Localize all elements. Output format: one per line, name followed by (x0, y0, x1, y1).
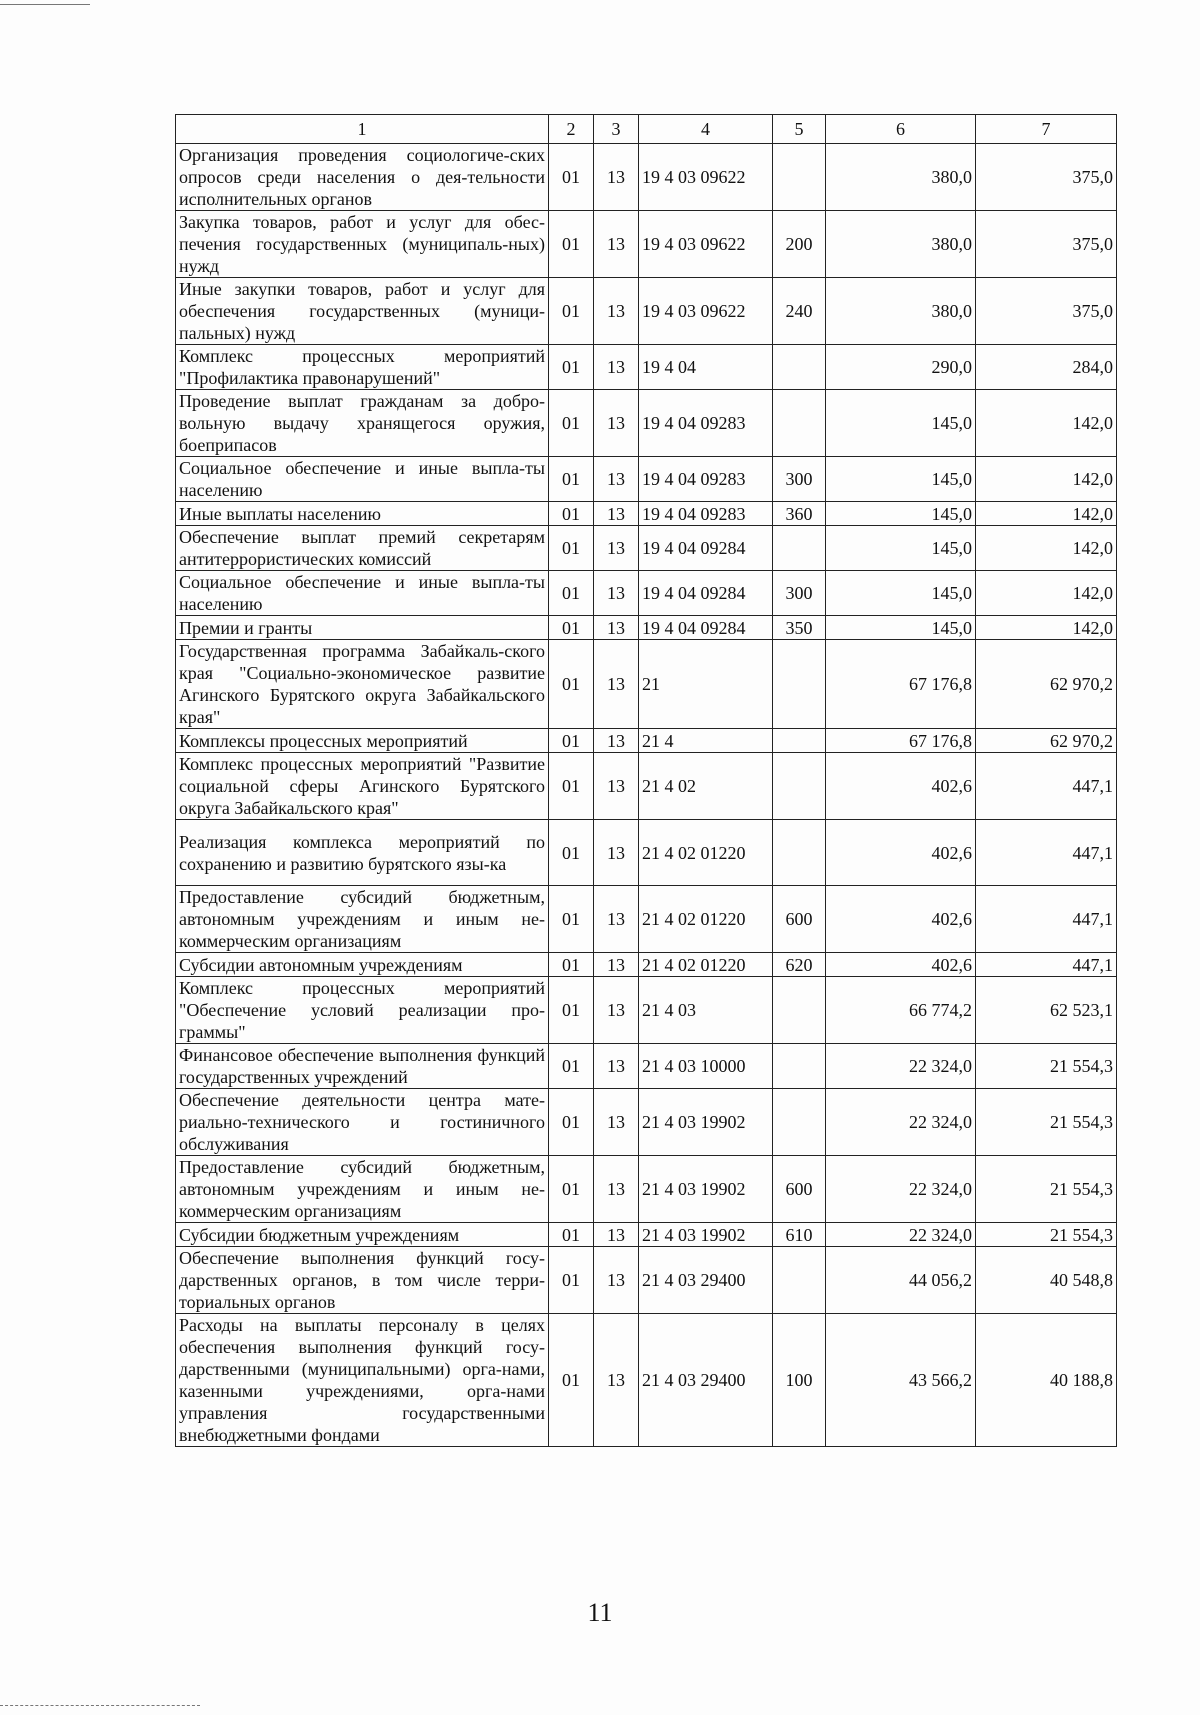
cell-target-code: 21 4 02 01220 (639, 886, 773, 953)
column-header: 2 (549, 115, 594, 144)
cell-amount-2: 21 554,3 (976, 1089, 1117, 1156)
cell-target-code: 19 4 04 (639, 345, 773, 390)
cell-target-code: 21 4 03 19902 (639, 1223, 773, 1247)
cell-target-code: 21 4 03 10000 (639, 1044, 773, 1089)
cell-subsection: 13 (594, 502, 639, 526)
cell-amount-1: 66 774,2 (826, 977, 976, 1044)
table-row (176, 977, 1117, 1044)
column-header: 7 (976, 115, 1117, 144)
cell-name: Государственная программа Забайкаль-ского края "Социально-экономическое развитие Агинского Бурятского округа Забайкальского края" (176, 640, 549, 729)
cell-amount-2: 142,0 (976, 571, 1117, 616)
cell-target-code: 21 4 02 (639, 753, 773, 820)
cell-target-code: 21 4 03 (639, 977, 773, 1044)
cell-expense-type (773, 977, 826, 1044)
table-row (176, 616, 1117, 640)
cell-section: 01 (549, 278, 594, 345)
cell-expense-type (773, 390, 826, 457)
table-row (176, 886, 1117, 953)
cell-subsection: 13 (594, 729, 639, 753)
cell-name: Предоставление субсидий бюджетным, автономным учреждениям и иным не-коммерческим организациям (176, 1156, 549, 1223)
cell-subsection: 13 (594, 278, 639, 345)
cell-section: 01 (549, 1156, 594, 1223)
cell-name: Социальное обеспечение и иные выпла-ты населению (176, 571, 549, 616)
cell-section: 01 (549, 886, 594, 953)
cell-amount-1: 145,0 (826, 457, 976, 502)
cell-section: 01 (549, 640, 594, 729)
cell-amount-1: 145,0 (826, 616, 976, 640)
cell-section: 01 (549, 1247, 594, 1314)
column-header: 3 (594, 115, 639, 144)
table-row (176, 526, 1117, 571)
cell-target-code: 19 4 04 09283 (639, 502, 773, 526)
cell-subsection: 13 (594, 640, 639, 729)
cell-expense-type: 610 (773, 1223, 826, 1247)
cell-subsection: 13 (594, 953, 639, 977)
cell-section: 01 (549, 1089, 594, 1156)
table-header-row (176, 115, 1117, 144)
table-row (176, 753, 1117, 820)
cell-subsection: 13 (594, 144, 639, 211)
cell-amount-2: 21 554,3 (976, 1156, 1117, 1223)
table-row (176, 640, 1117, 729)
cell-amount-2: 142,0 (976, 390, 1117, 457)
table-row (176, 278, 1117, 345)
table-row (176, 457, 1117, 502)
cell-amount-2: 375,0 (976, 211, 1117, 278)
cell-section: 01 (549, 1314, 594, 1447)
cell-amount-1: 22 324,0 (826, 1044, 976, 1089)
table-row (176, 953, 1117, 977)
cell-section: 01 (549, 526, 594, 571)
cell-target-code: 21 4 02 01220 (639, 820, 773, 886)
cell-name: Комплекс процессных мероприятий "Обеспечение условий реализации про-граммы" (176, 977, 549, 1044)
cell-amount-2: 21 554,3 (976, 1223, 1117, 1247)
cell-amount-1: 380,0 (826, 278, 976, 345)
table-row (176, 144, 1117, 211)
cell-section: 01 (549, 144, 594, 211)
table-row (176, 1044, 1117, 1089)
cell-amount-1: 402,6 (826, 953, 976, 977)
table-row (176, 1314, 1117, 1447)
cell-target-code: 19 4 04 09284 (639, 526, 773, 571)
cell-subsection: 13 (594, 1223, 639, 1247)
cell-name: Иные закупки товаров, работ и услуг для обеспечения государственных (муници-пальных) нужд (176, 278, 549, 345)
table-row (176, 345, 1117, 390)
cell-name: Финансовое обеспечение выполнения функций государственных учреждений (176, 1044, 549, 1089)
cell-expense-type (773, 729, 826, 753)
cell-amount-2: 375,0 (976, 144, 1117, 211)
cell-expense-type (773, 526, 826, 571)
cell-amount-2: 142,0 (976, 502, 1117, 526)
cell-target-code: 19 4 04 09284 (639, 616, 773, 640)
cell-subsection: 13 (594, 977, 639, 1044)
cell-name: Закупка товаров, работ и услуг для обес-печения государственных (муниципаль-ных) нужд (176, 211, 549, 278)
table-row (176, 211, 1117, 278)
cell-section: 01 (549, 1223, 594, 1247)
cell-expense-type (773, 1044, 826, 1089)
cell-amount-1: 22 324,0 (826, 1089, 976, 1156)
cell-name: Обеспечение выплат премий секретарям антитеррористических комиссий (176, 526, 549, 571)
cell-subsection: 13 (594, 820, 639, 886)
cell-name: Комплекс процессных мероприятий "Профилактика правонарушений" (176, 345, 549, 390)
scan-bottom-line (0, 1705, 200, 1707)
table-row (176, 571, 1117, 616)
scan-edge-line (0, 4, 90, 5)
cell-expense-type (773, 820, 826, 886)
cell-expense-type: 300 (773, 457, 826, 502)
cell-amount-2: 284,0 (976, 345, 1117, 390)
cell-amount-2: 142,0 (976, 616, 1117, 640)
cell-section: 01 (549, 753, 594, 820)
cell-expense-type: 200 (773, 211, 826, 278)
cell-name: Комплекс процессных мероприятий "Развитие социальной сферы Агинского Бурятского округа Забайкальского края" (176, 753, 549, 820)
cell-subsection: 13 (594, 1089, 639, 1156)
cell-amount-2: 62 523,1 (976, 977, 1117, 1044)
cell-expense-type: 240 (773, 278, 826, 345)
cell-name: Организация проведения социологиче-ских опросов среди населения о дея-тельности исполнительных органов (176, 144, 549, 211)
cell-expense-type: 300 (773, 571, 826, 616)
cell-expense-type: 100 (773, 1314, 826, 1447)
cell-target-code: 19 4 04 09283 (639, 457, 773, 502)
cell-amount-1: 43 566,2 (826, 1314, 976, 1447)
cell-expense-type (773, 753, 826, 820)
cell-name: Расходы на выплаты персоналу в целях обеспечения выполнения функций госу-дарственными (муниципальными) орга-нами, казенными учреждениями, орга-нами управления государственными внебюджетными фондами (176, 1314, 549, 1447)
cell-target-code: 19 4 04 09283 (639, 390, 773, 457)
cell-amount-1: 145,0 (826, 502, 976, 526)
cell-expense-type (773, 345, 826, 390)
cell-section: 01 (549, 1044, 594, 1089)
cell-section: 01 (549, 977, 594, 1044)
cell-amount-2: 375,0 (976, 278, 1117, 345)
cell-amount-2: 447,1 (976, 820, 1117, 886)
cell-name: Реализация комплекса мероприятий по сохранению и развитию бурятского язы-ка (176, 820, 549, 886)
table-row (176, 1247, 1117, 1314)
table-row (176, 390, 1117, 457)
cell-amount-1: 67 176,8 (826, 729, 976, 753)
cell-target-code: 21 4 03 19902 (639, 1089, 773, 1156)
cell-amount-1: 22 324,0 (826, 1223, 976, 1247)
cell-subsection: 13 (594, 571, 639, 616)
cell-amount-1: 67 176,8 (826, 640, 976, 729)
cell-amount-2: 40 188,8 (976, 1314, 1117, 1447)
cell-name: Комплексы процессных мероприятий (176, 729, 549, 753)
cell-subsection: 13 (594, 1156, 639, 1223)
cell-target-code: 19 4 04 09284 (639, 571, 773, 616)
column-header: 4 (639, 115, 773, 144)
cell-amount-1: 22 324,0 (826, 1156, 976, 1223)
cell-amount-2: 142,0 (976, 526, 1117, 571)
cell-section: 01 (549, 953, 594, 977)
cell-amount-1: 290,0 (826, 345, 976, 390)
cell-amount-1: 402,6 (826, 820, 976, 886)
cell-target-code: 21 4 (639, 729, 773, 753)
table-row (176, 1089, 1117, 1156)
cell-subsection: 13 (594, 1044, 639, 1089)
cell-amount-2: 447,1 (976, 953, 1117, 977)
cell-section: 01 (549, 211, 594, 278)
cell-target-code: 21 4 03 29400 (639, 1247, 773, 1314)
cell-expense-type: 600 (773, 1156, 826, 1223)
cell-amount-2: 142,0 (976, 457, 1117, 502)
cell-expense-type (773, 144, 826, 211)
cell-target-code: 21 4 03 29400 (639, 1314, 773, 1447)
cell-name: Проведение выплат гражданам за добро-вольную выдачу хранящегося оружия, боеприпасов (176, 390, 549, 457)
cell-expense-type (773, 1089, 826, 1156)
page-number: 11 (587, 1598, 613, 1627)
cell-expense-type: 360 (773, 502, 826, 526)
table-row (176, 1223, 1117, 1247)
cell-target-code: 21 (639, 640, 773, 729)
cell-name: Социальное обеспечение и иные выпла-ты населению (176, 457, 549, 502)
column-header: 1 (176, 115, 549, 144)
cell-target-code: 19 4 03 09622 (639, 211, 773, 278)
cell-amount-2: 62 970,2 (976, 640, 1117, 729)
cell-amount-1: 402,6 (826, 753, 976, 820)
cell-name: Обеспечение деятельности центра мате-риально-технического и гостиничного обслуживания (176, 1089, 549, 1156)
cell-section: 01 (549, 729, 594, 753)
cell-amount-2: 21 554,3 (976, 1044, 1117, 1089)
cell-amount-1: 380,0 (826, 144, 976, 211)
cell-amount-1: 380,0 (826, 211, 976, 278)
cell-expense-type: 620 (773, 953, 826, 977)
cell-section: 01 (549, 571, 594, 616)
column-header: 6 (826, 115, 976, 144)
cell-subsection: 13 (594, 211, 639, 278)
cell-amount-2: 447,1 (976, 753, 1117, 820)
cell-amount-1: 402,6 (826, 886, 976, 953)
table-row (176, 820, 1117, 886)
cell-section: 01 (549, 502, 594, 526)
cell-subsection: 13 (594, 526, 639, 571)
cell-amount-1: 145,0 (826, 390, 976, 457)
cell-subsection: 13 (594, 390, 639, 457)
cell-amount-1: 44 056,2 (826, 1247, 976, 1314)
cell-subsection: 13 (594, 1247, 639, 1314)
cell-section: 01 (549, 345, 594, 390)
cell-name: Премии и гранты (176, 616, 549, 640)
cell-target-code: 21 4 02 01220 (639, 953, 773, 977)
cell-amount-2: 62 970,2 (976, 729, 1117, 753)
cell-name: Субсидии автономным учреждениям (176, 953, 549, 977)
cell-expense-type: 350 (773, 616, 826, 640)
cell-subsection: 13 (594, 886, 639, 953)
cell-amount-2: 447,1 (976, 886, 1117, 953)
cell-target-code: 19 4 03 09622 (639, 144, 773, 211)
cell-target-code: 19 4 03 09622 (639, 278, 773, 345)
cell-section: 01 (549, 616, 594, 640)
cell-name: Предоставление субсидий бюджетным, автономным учреждениям и иным не-коммерческим организациям (176, 886, 549, 953)
cell-name: Субсидии бюджетным учреждениям (176, 1223, 549, 1247)
cell-name: Обеспечение выполнения функций госу-дарственных органов, в том числе терри-ториальных органов (176, 1247, 549, 1314)
cell-expense-type (773, 640, 826, 729)
cell-name: Иные выплаты населению (176, 502, 549, 526)
table-row (176, 729, 1117, 753)
table-row (176, 502, 1117, 526)
budget-table (175, 114, 1117, 1447)
column-header: 5 (773, 115, 826, 144)
cell-amount-1: 145,0 (826, 526, 976, 571)
table-row (176, 1156, 1117, 1223)
cell-expense-type: 600 (773, 886, 826, 953)
table-body (176, 144, 1117, 1447)
cell-section: 01 (549, 390, 594, 457)
cell-subsection: 13 (594, 1314, 639, 1447)
cell-amount-1: 145,0 (826, 571, 976, 616)
cell-subsection: 13 (594, 457, 639, 502)
cell-section: 01 (549, 457, 594, 502)
cell-section: 01 (549, 820, 594, 886)
cell-target-code: 21 4 03 19902 (639, 1156, 773, 1223)
cell-expense-type (773, 1247, 826, 1314)
cell-subsection: 13 (594, 345, 639, 390)
cell-subsection: 13 (594, 616, 639, 640)
cell-subsection: 13 (594, 753, 639, 820)
cell-amount-2: 40 548,8 (976, 1247, 1117, 1314)
